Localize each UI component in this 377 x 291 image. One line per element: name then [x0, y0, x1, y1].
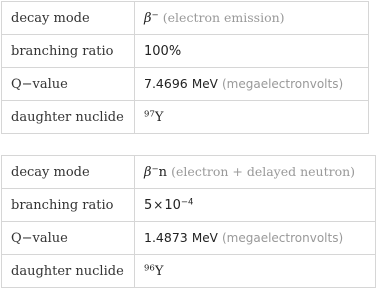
decay-mode-value [135, 156, 376, 189]
ratio-mantissa: 5 [144, 197, 153, 213]
mass-number: 97 [144, 108, 155, 119]
q-value-label: Q−value [2, 68, 135, 101]
ratio-base: 10 [164, 197, 181, 213]
decay-symbol: β [144, 165, 152, 180]
decay-symbol-sup: − [151, 10, 159, 21]
q-value-value [135, 222, 376, 255]
table-row [2, 156, 376, 189]
branching-ratio-value [135, 189, 376, 222]
decay-table-1 [1, 1, 369, 134]
element-symbol: Y [154, 263, 164, 279]
table-row [2, 222, 376, 255]
q-value-number: 1.4873 [144, 230, 188, 245]
decay-table-2 [1, 155, 376, 288]
q-value-unit: MeV [191, 231, 218, 245]
decay-mode-description: (electron emission) [162, 10, 285, 25]
daughter-nuclide-label: daughter nuclide [2, 255, 135, 288]
times-sign: × [153, 197, 164, 212]
q-value-unit-name: (megaelectronvolts) [221, 231, 344, 245]
branching-ratio-value: 100% [135, 35, 369, 68]
decay-mode-description: (electron + delayed neutron) [171, 164, 356, 179]
branching-ratio-label: branching ratio [2, 35, 135, 68]
table-row [2, 35, 369, 68]
ratio-exponent: −4 [180, 196, 194, 207]
q-value-label: Q−value [2, 222, 135, 255]
decay-symbol: β [144, 11, 152, 26]
daughter-nuclide-value [135, 255, 376, 288]
daughter-nuclide-value [135, 101, 369, 134]
element-symbol: Y [154, 109, 164, 125]
q-value-value [135, 68, 369, 101]
branching-ratio-label: branching ratio [2, 189, 135, 222]
q-value-number: 7.4696 [144, 76, 188, 91]
decay-mode-label: decay mode [2, 156, 135, 189]
table-row [2, 101, 369, 134]
daughter-nuclide-label: daughter nuclide [2, 101, 135, 134]
q-value-unit: MeV [191, 77, 218, 91]
table-row [2, 255, 376, 288]
decay-symbol-suffix: n [158, 165, 168, 180]
decay-symbol-sup: − [151, 164, 159, 175]
table-row [2, 189, 376, 222]
decay-mode-label: decay mode [2, 2, 135, 35]
table-row [2, 2, 369, 35]
q-value-unit-name: (megaelectronvolts) [221, 77, 344, 91]
table-row [2, 68, 369, 101]
decay-mode-value [135, 2, 369, 35]
mass-number: 96 [144, 262, 155, 273]
